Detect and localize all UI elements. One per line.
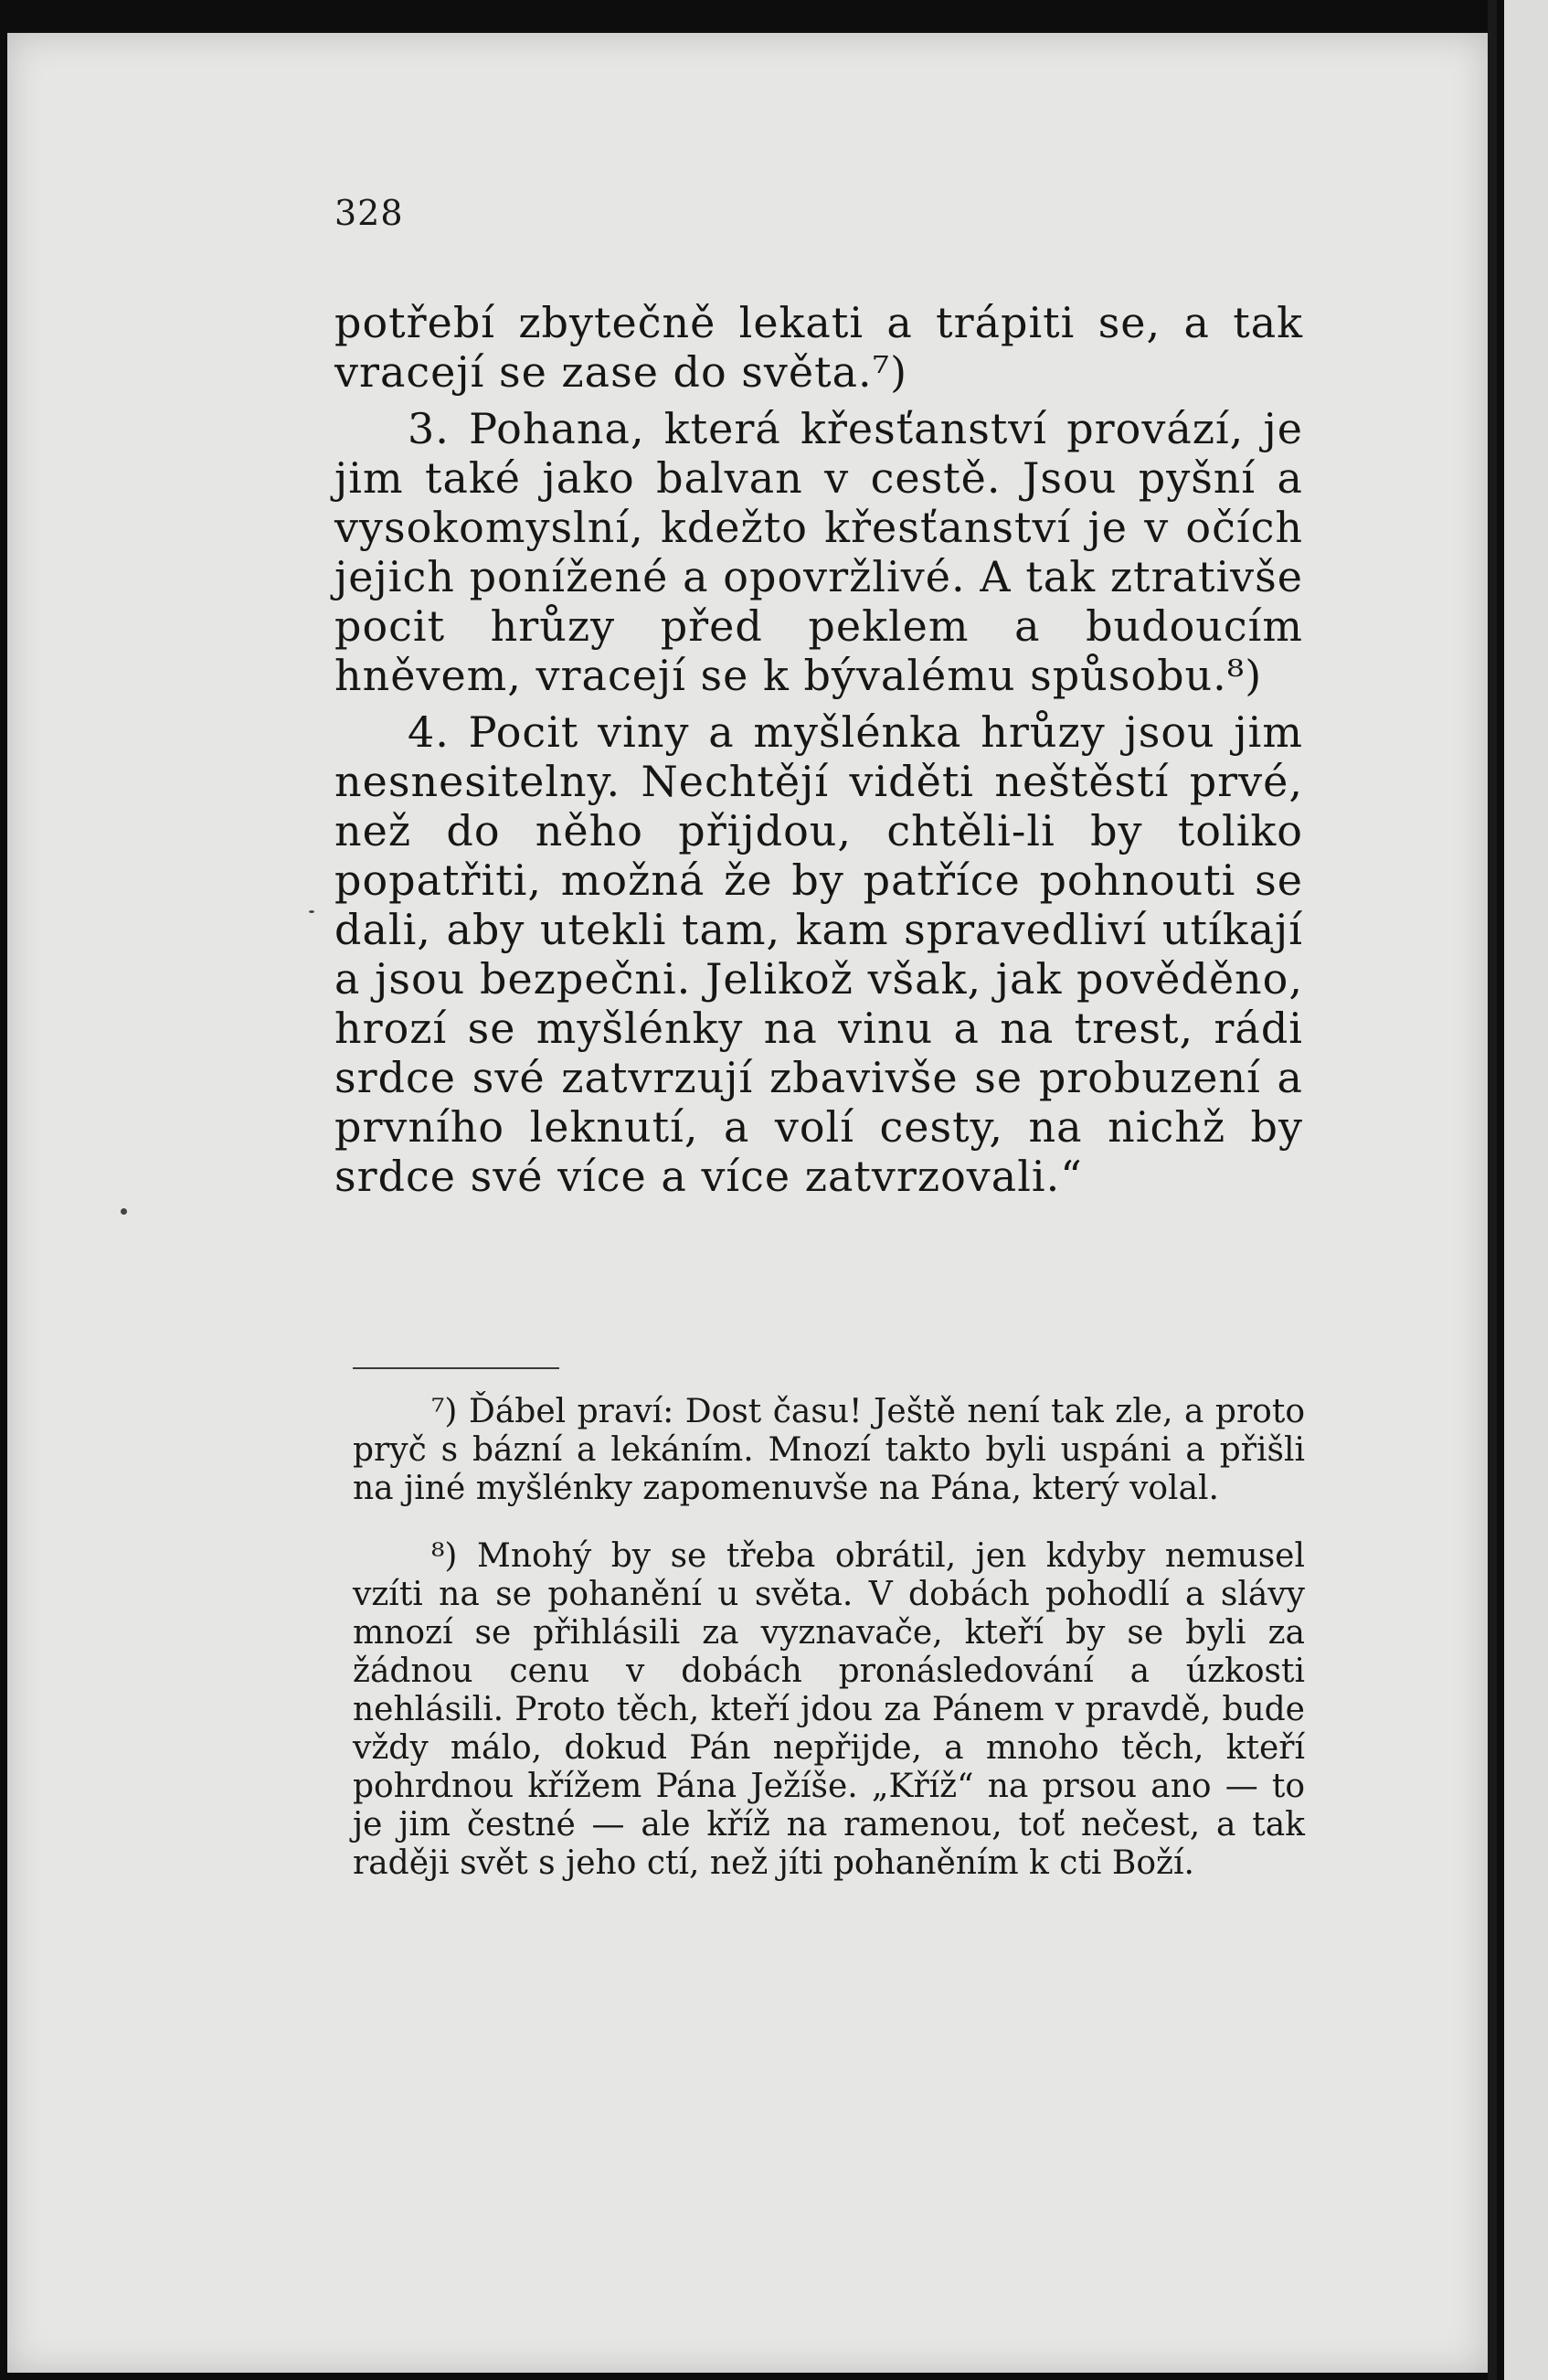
page-number: 328 xyxy=(334,193,404,233)
scan-speck xyxy=(309,910,314,913)
footnotes xyxy=(353,1393,1305,1883)
book-page xyxy=(7,33,1488,2373)
book-spine-shadow xyxy=(1488,0,1497,2380)
footnote-7: ⁷) Ďábel praví: Dost času! Ještě není tak zle, a proto pryč s bázní a lekáním. Mnozí takto byli uspáni a přišli na jiné myšlénky zapomenuvše na Pána, který volal. xyxy=(353,1393,1305,1507)
main-text xyxy=(334,298,1303,1201)
paragraph-2: 3. Pohana, která křesťanství provází, je jim také jako balvan v cestě. Jsou pyšní a vysokomyslní, kdežto křesťanství je v očích jejich ponížené a opovržlivé. A tak ztrativše pocit hrůzy před peklem a budoucím hněvem, vracejí se k bývalému spůsobu.⁸) xyxy=(334,404,1303,700)
paragraph-3: 4. Pocit viny a myšlénka hrůzy jsou jim nesnesitelny. Nechtějí viděti neštěstí prvé, než do něho přijdou, chtěli-li by toliko popatřiti, možná že by patříce pohnouti se dali, aby utekli tam, kam spravedliví utíkají a jsou bezpečni. Jelikož však, jak pověděno, hrozí se myšlénky na vinu a na trest, rádi srdce své zatvrzují zbavivše se probuzení a prvního leknutí, a volí cesty, na nichž by srdce své více a více zatvrzovali.“ xyxy=(334,707,1303,1201)
adjacent-page-edge xyxy=(1504,0,1548,2380)
scan-top-border xyxy=(0,0,1488,33)
scan-speck xyxy=(121,1208,127,1215)
footnote-separator xyxy=(353,1367,559,1369)
footnote-8: ⁸) Mnohý by se třeba obrátil, jen kdyby nemusel vzíti na se pohanění u světa. V dobách pohodlí a slávy mnozí se přihlásili za vyznavače, kteří by se byli za žádnou cenu v dobách pronásledování a úzkosti nehlásili. Proto těch, kteří jdou za Pánem v pravdě, bude vždy málo, dokud Pán nepřijde, a mnoho těch, kteří pohrdnou křížem Pána Ježíše. „Kříž“ na prsou ano — to je jim čestné — ale kříž na ramenou, toť nečest, a tak raději svět s jeho ctí, než jíti pohaněním k cti Boží. xyxy=(353,1537,1305,1882)
paragraph-1: potřebí zbytečně lekati a trápiti se, a tak vracejí se zase do světa.⁷) xyxy=(334,298,1303,397)
